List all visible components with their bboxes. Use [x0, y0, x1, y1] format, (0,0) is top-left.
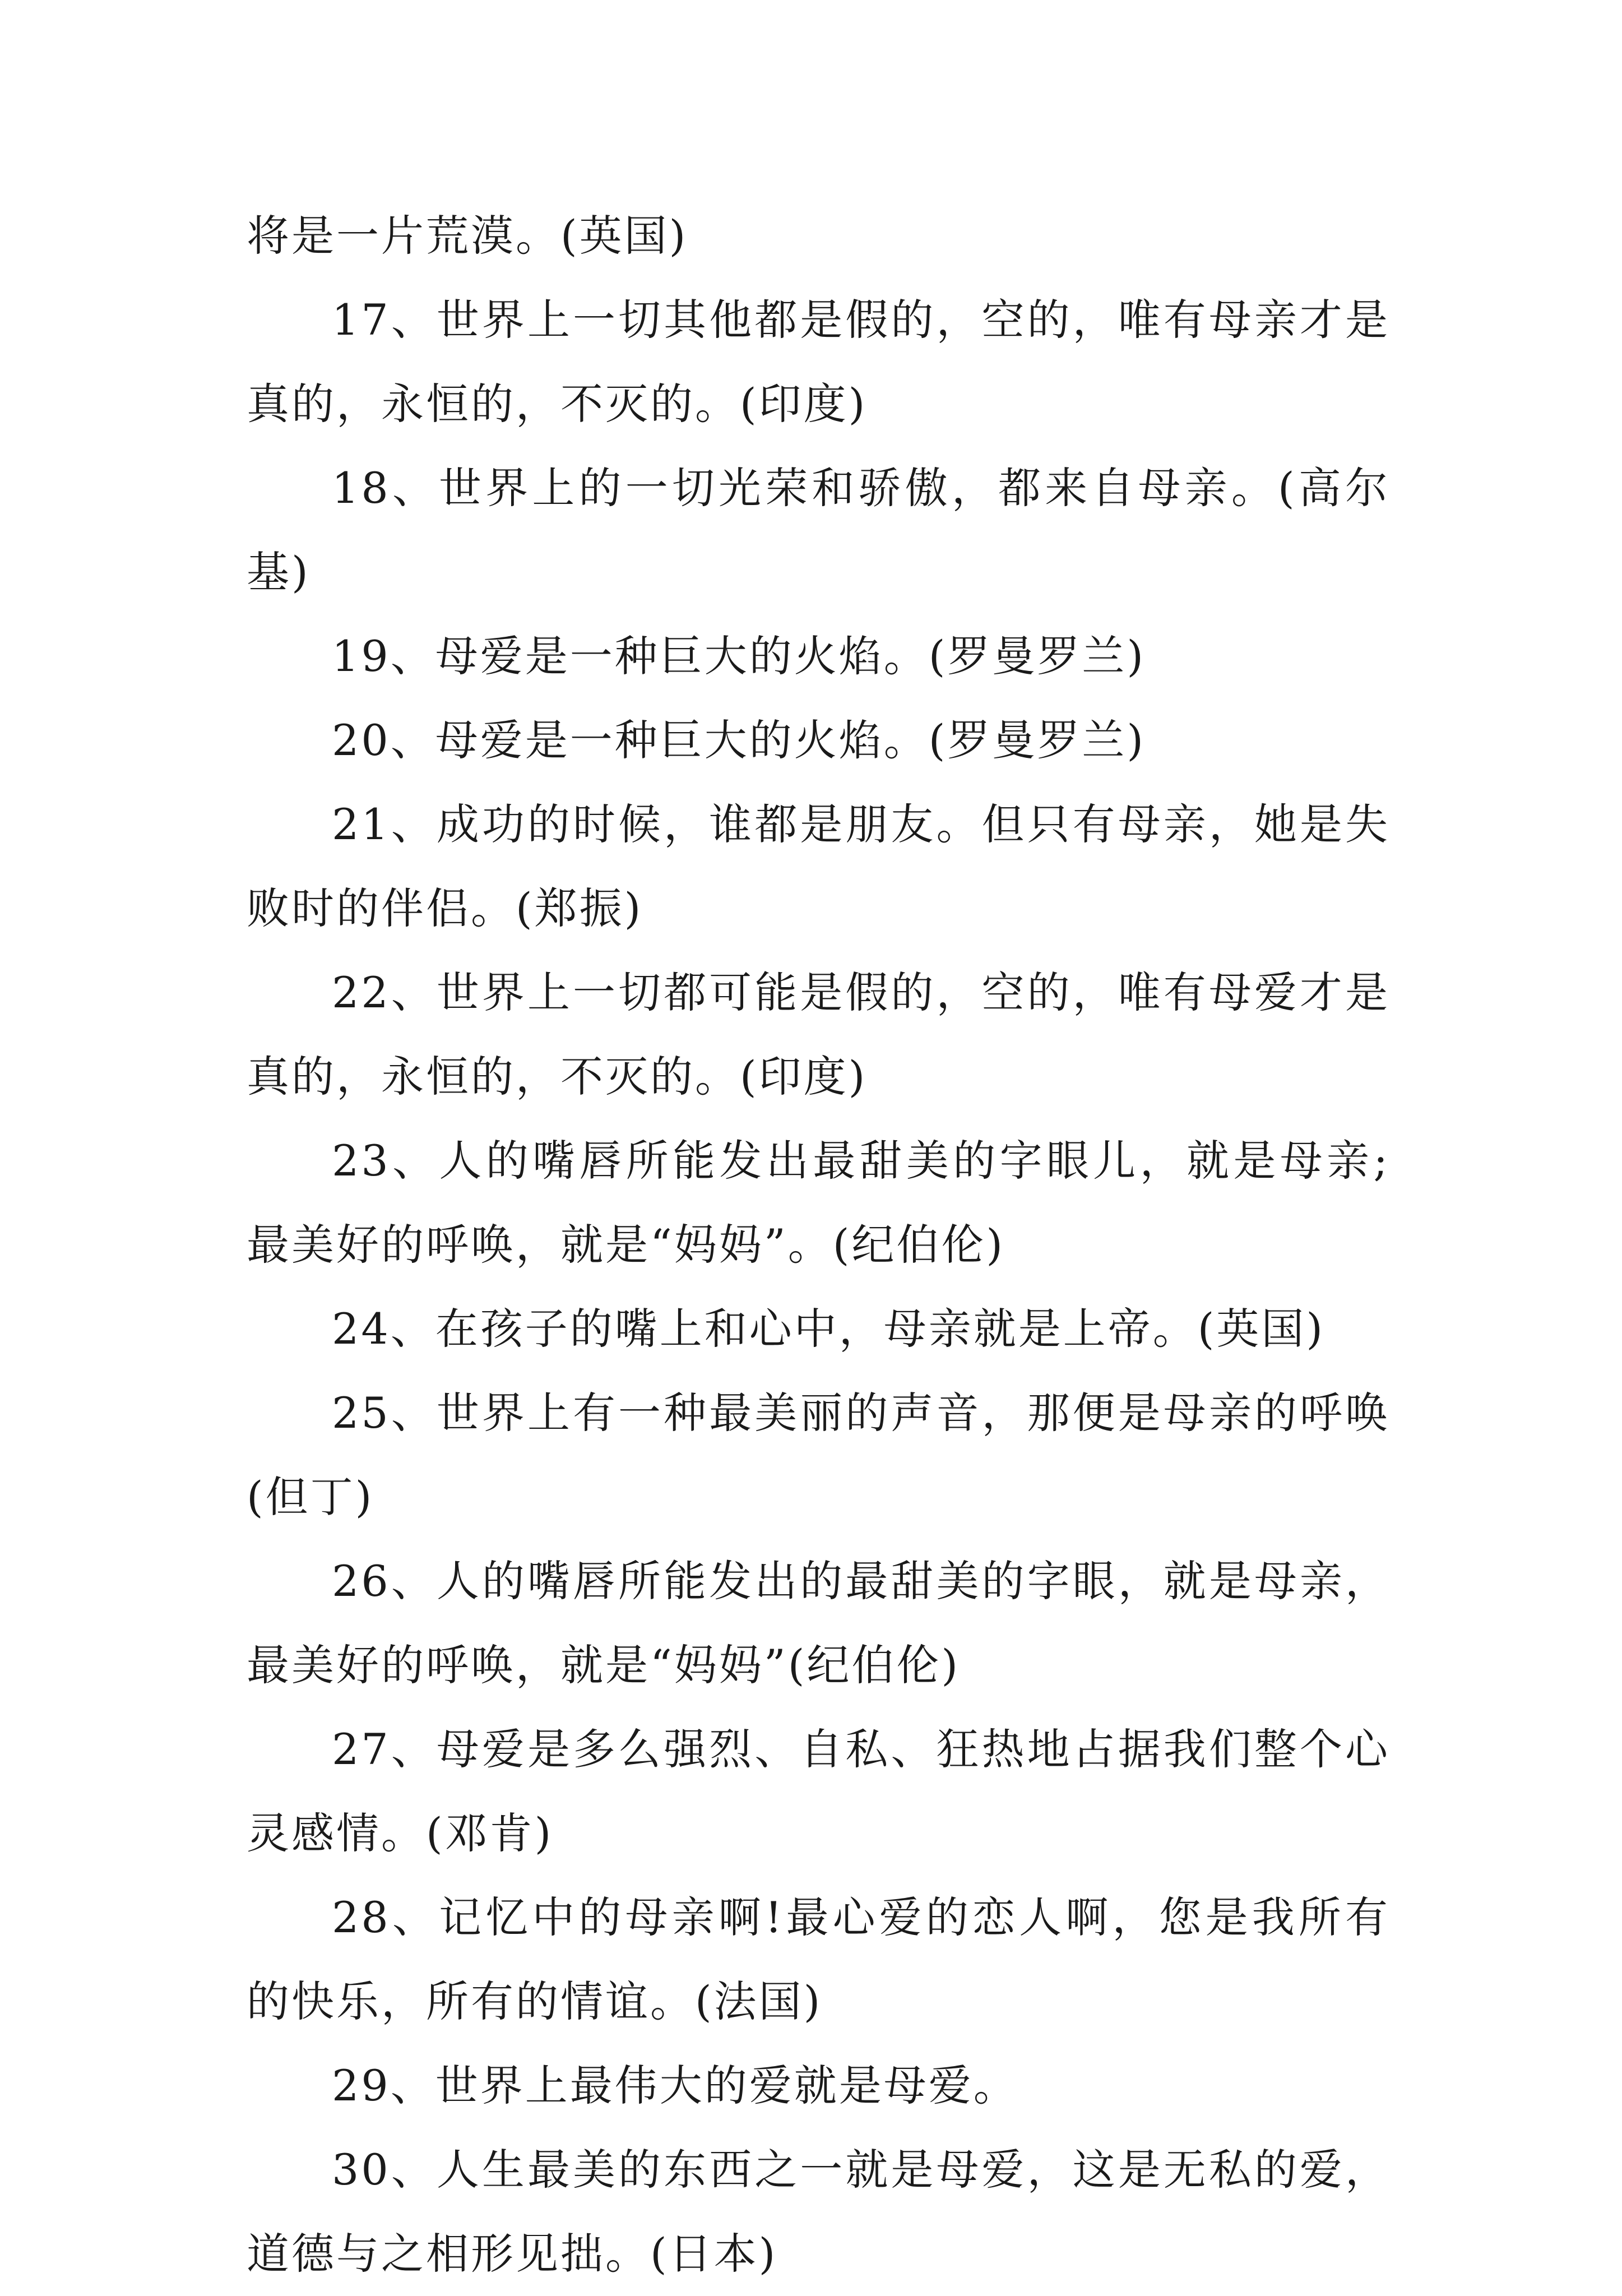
quote-23: 23、人的嘴唇所能发出最甜美的字眼儿，就是母亲;最美好的呼唤，就是“妈妈”。(纪伯伦)	[247, 1136, 1390, 1270]
quote-24: 24、在孩子的嘴上和心中，母亲就是上帝。(英国)	[332, 1304, 1326, 1354]
quote-25: 25、世界上有一种最美丽的声音，那便是母亲的呼唤(但丁)	[247, 1388, 1390, 1522]
quote-20: 20、母爱是一种巨大的火焰。(罗曼罗兰)	[332, 715, 1146, 765]
quote-28: 28、记忆中的母亲啊!最心爱的恋人啊，您是我所有的快乐，所有的情谊。(法国)	[247, 1892, 1390, 2026]
quote-29: 29、世界上最伟大的爱就是母爱。	[332, 2061, 1018, 2110]
quote-list	[247, 194, 1390, 2296]
quote-26: 26、人的嘴唇所能发出的最甜美的字眼，就是母亲，最美好的呼唤，就是“妈妈”(纪伯伦)	[247, 1556, 1390, 1690]
quote-17: 17、世界上一切其他都是假的，空的，唯有母亲才是真的，永恒的，不灭的。(印度)	[247, 295, 1390, 429]
quote-19: 19、母爱是一种巨大的火焰。(罗曼罗兰)	[332, 631, 1146, 681]
quote-27: 27、母爱是多么强烈、自私、狂热地占据我们整个心灵感情。(邓肯)	[247, 1724, 1390, 1858]
quote-30: 30、人生最美的东西之一就是母爱，这是无私的爱，道德与之相形见拙。(日本)	[247, 2145, 1390, 2279]
quote-22: 22、世界上一切都可能是假的，空的，唯有母爱才是真的，永恒的，不灭的。(印度)	[247, 968, 1390, 1101]
quote-21: 21、成功的时候，谁都是朋友。但只有母亲，她是失败时的伴侣。(郑振)	[247, 799, 1390, 933]
quote-18: 18、世界上的一切光荣和骄傲，都来自母亲。(高尔基)	[247, 463, 1390, 597]
paragraph-continuation: 将是一片荒漠。(英国)	[247, 211, 688, 261]
